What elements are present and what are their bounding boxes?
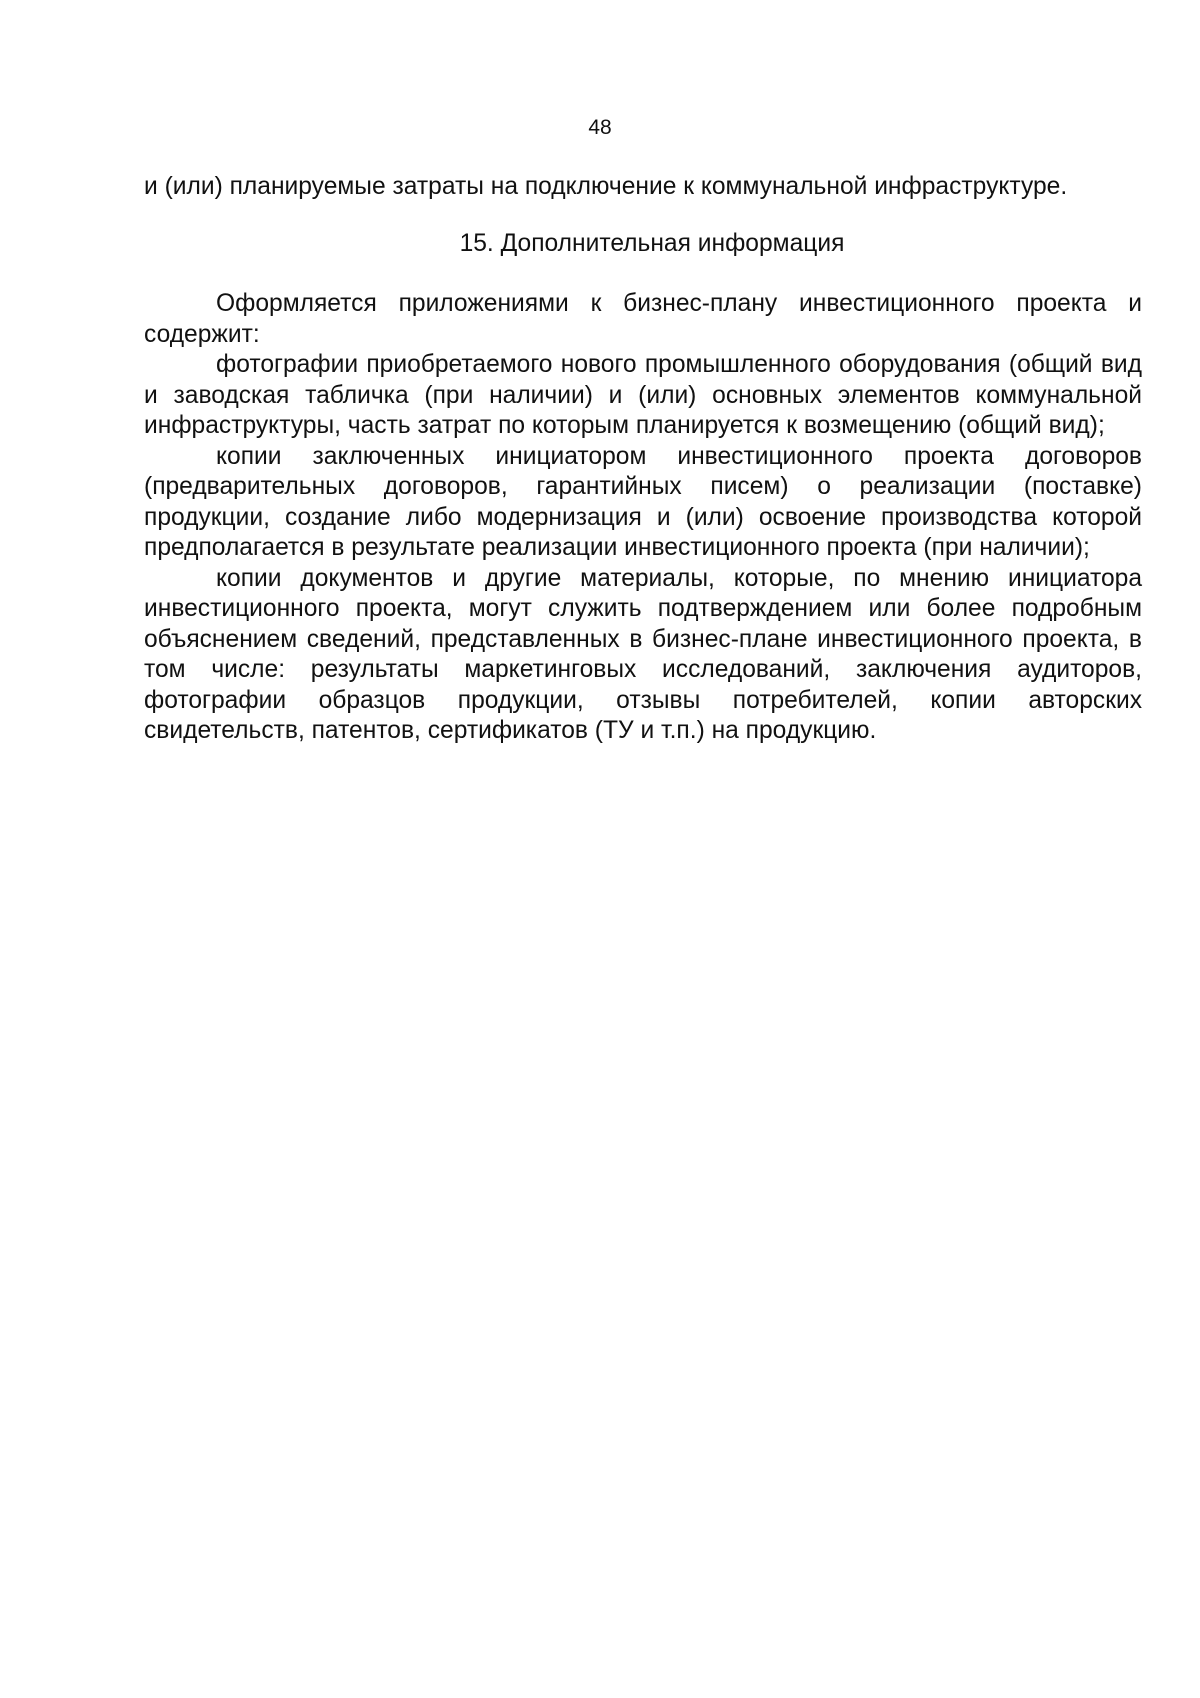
section-heading: 15. Дополнительная информация [459, 229, 845, 257]
page-body [144, 172, 1142, 747]
paragraph-equipment-photos: фотографии приобретаемого нового промышленного оборудования (общий вид и заводская табличка (при наличии) и (или) основных элементов коммунальной инфраструктуры, часть затрат по которым планируется к возмещению (общий вид); [144, 351, 1142, 439]
paragraph-contract-copies: копии заключенных инициатором инвестиционного проекта договоров (предварительных договоров, гарантийных писем) о реализации (поставке) продукции, создание либо модернизация и (или) освоение производства которой предполагается в результате реализации инвестиционного проекта (при наличии); [144, 442, 1142, 561]
paragraph-intro: Оформляется приложениями к бизнес-плану инвестиционного проекта и содержит: [144, 290, 1142, 348]
paragraph-supporting-documents: копии документов и другие материалы, которые, по мнению инициатора инвестиционного проекта, могут служить подтверждением или более подробным объяснением сведений, представленных в бизнес-плане инвестиционного проекта, в том числе: результаты маркетинговых исследований, заключения аудиторов, фотографии образцов продукции, отзывы потребителей, копии авторских свидетельств, патентов, сертификатов (ТУ и т.п.) на продукцию. [144, 564, 1142, 744]
page-number: 48 [588, 116, 612, 139]
continuation-line: и (или) планируемые затраты на подключение к коммунальной инфраструктуре. [144, 173, 1068, 200]
